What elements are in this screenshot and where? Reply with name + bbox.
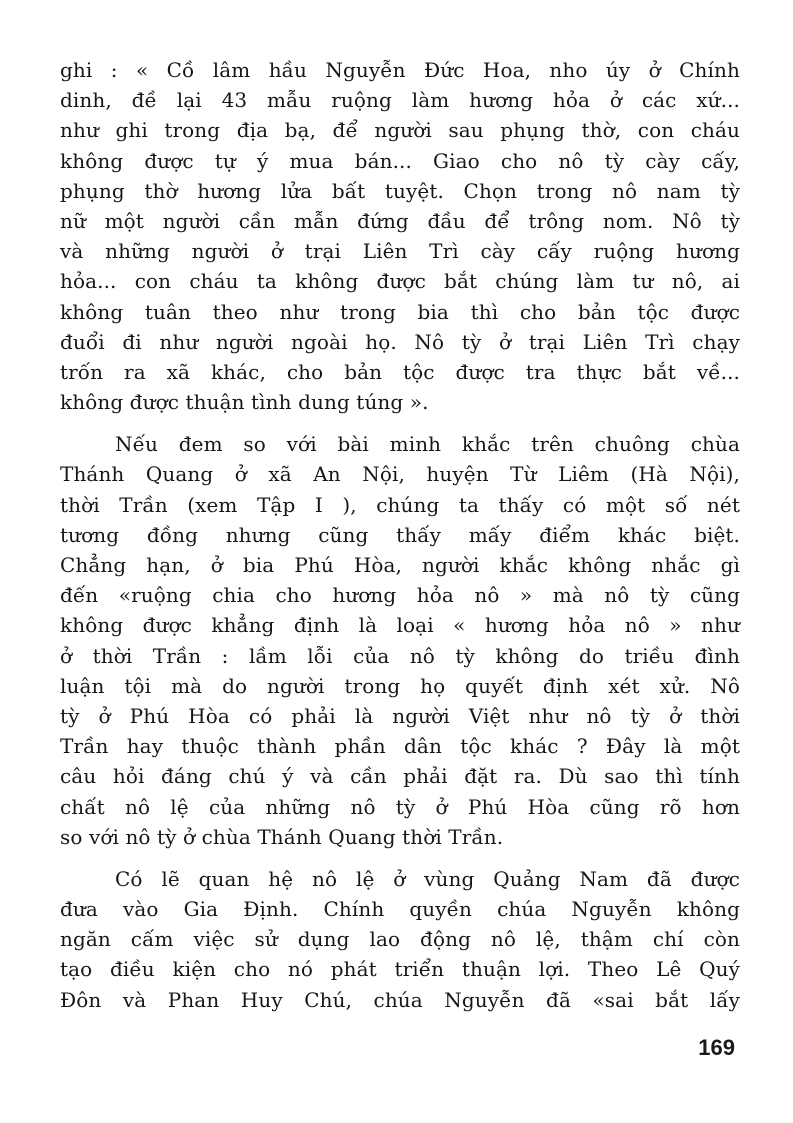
text-line: không được thuận tình dung túng ». [60, 390, 429, 415]
text-line: đuổi đi như người ngoài họ. Nô tỳ ở trại Liên Trì chạy [60, 329, 740, 354]
page-body [60, 55, 740, 1015]
text-line: tương đồng nhưng cũng thấy mấy điểm khác biệt. [60, 522, 740, 547]
text-line: Trần hay thuộc thành phần dân tộc khác ? Đây là một [60, 734, 740, 759]
text-line: chất nô lệ của những nô tỳ ở Phú Hòa cũng rõ hơn [60, 794, 740, 819]
text-line: thời Trần (xem Tập I ), chúng ta thấy có một số nét [60, 492, 740, 517]
text-line: đến «ruộng chia cho hương hỏa nô » mà nô tỳ cũng [60, 583, 740, 608]
paragraph-1 [60, 55, 740, 417]
text-line: hỏa... con cháu ta không được bắt chúng làm tư nô, ai [60, 269, 740, 294]
text-line: như ghi trong địa bạ, để người sau phụng thờ, con cháu [60, 118, 740, 143]
paragraph-3 [60, 864, 740, 1015]
text-line: nữ một người cần mẫn đứng đầu để trông nom. Nô tỳ [60, 208, 740, 233]
text-line: Thánh Quang ở xã An Nội, huyện Từ Liêm (Hà Nội), [60, 462, 740, 487]
paragraph-2 [60, 429, 740, 852]
text-line: Nếu đem so với bài minh khắc trên chuông chùa [115, 432, 740, 457]
text-line: phụng thờ hương lửa bất tuyệt. Chọn trong nô nam tỳ [60, 178, 740, 203]
text-line: câu hỏi đáng chú ý và cần phải đặt ra. Dù sao thì tính [60, 764, 740, 789]
text-line: tạo điều kiện cho nó phát triển thuận lợi. Theo Lê Quý [60, 957, 740, 982]
text-line: trốn ra xã khác, cho bản tộc được tra thực bắt về... [60, 359, 740, 384]
text-line: so với nô tỳ ở chùa Thánh Quang thời Trần. [60, 824, 504, 849]
page-number: 169 [698, 1035, 735, 1060]
text-line: luận tội mà do người trong họ quyết định xét xử. Nô [60, 673, 740, 698]
text-line: Có lẽ quan hệ nô lệ ở vùng Quảng Nam đã được [115, 866, 740, 891]
text-line: tỳ ở Phú Hòa có phải là người Việt như nô tỳ ở thời [60, 703, 740, 728]
text-line: không được tự ý mua bán... Giao cho nô tỳ cày cấy, [60, 148, 740, 173]
text-line: và những người ở trại Liên Trì cày cấy ruộng hương [60, 239, 740, 264]
text-line: ngăn cấm việc sử dụng lao động nô lệ, thậm chí còn [60, 927, 740, 952]
text-line: Chẳng hạn, ở bia Phú Hòa, người khắc không nhắc gì [60, 553, 740, 577]
text-line: ở thời Trần : lầm lỗi của nô tỳ không do triều đình [60, 643, 740, 668]
text-line: ghi : « Cồ lâm hầu Nguyễn Đức Hoa, nho úy ở Chính [60, 58, 740, 82]
text-line: không tuân theo như trong bia thì cho bản tộc được [60, 299, 740, 324]
text-line: không được khẳng định là loại « hương hỏa nô » như [60, 613, 740, 638]
text-line: đưa vào Gia Định. Chính quyền chúa Nguyễn không [60, 897, 740, 922]
text-line: dinh, đề lại 43 mẫu ruộng làm hương hỏa ở các xứ... [60, 88, 740, 113]
text-line: Đôn và Phan Huy Chú, chúa Nguyễn đã «sai bắt lấy [60, 987, 740, 1012]
